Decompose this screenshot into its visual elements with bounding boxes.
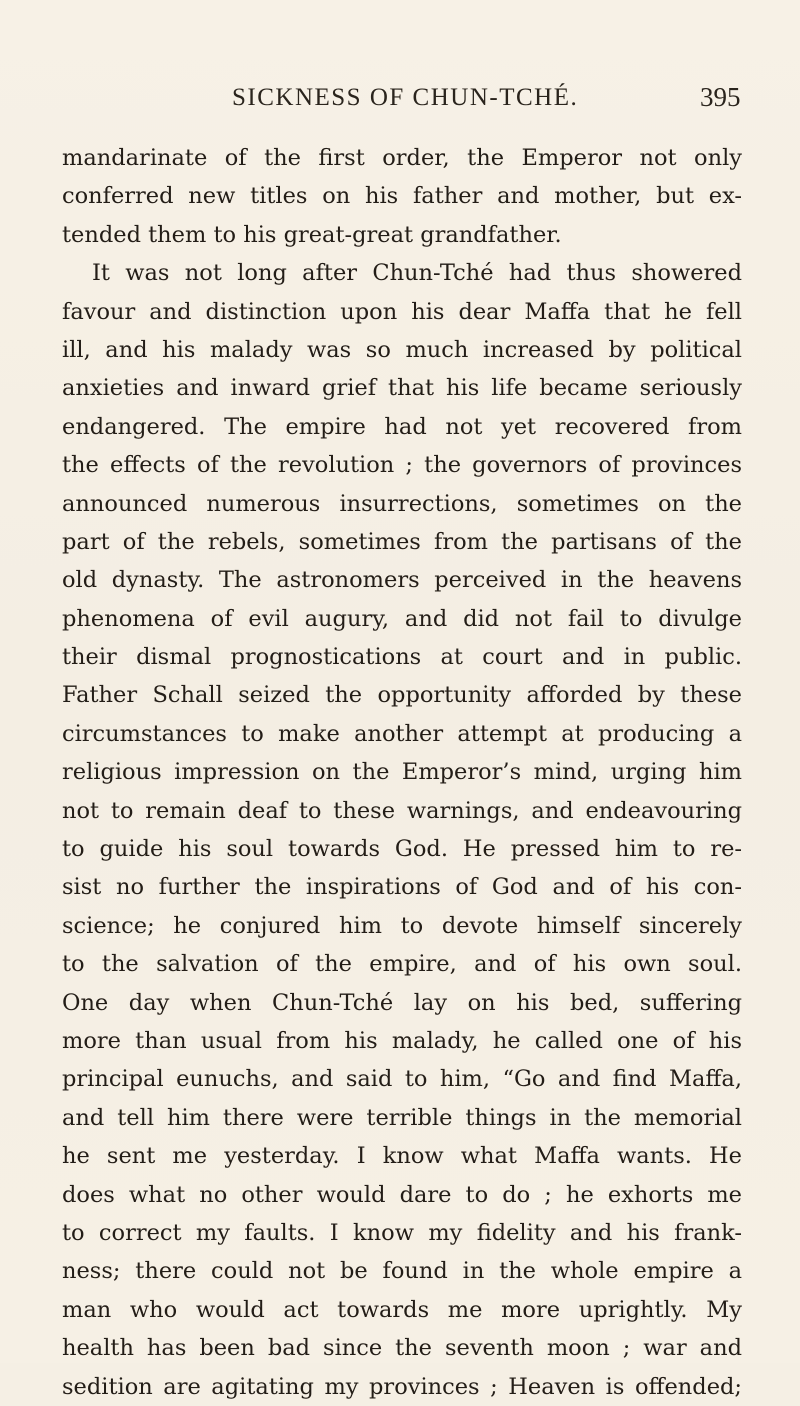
text-line: phenomena of evil augury, and did not fail to divulge — [62, 605, 742, 632]
text-line: ness; there could not be found in the whole empire a — [62, 1258, 742, 1285]
text-line: It was not long after Chun-Tché had thus showered — [92, 260, 742, 287]
text-line: science; he conjured him to devote himself sincerely — [62, 912, 742, 939]
text-line: religious impression on the Emperor’s mind, urging him — [62, 759, 742, 786]
running-head — [0, 84, 800, 124]
text-line: Father Schall seized the opportunity afforded by these — [62, 682, 742, 709]
text-line: to correct my faults. I know my fidelity and his frank- — [62, 1219, 742, 1246]
text-line: tended them to his great-great grandfather. — [62, 221, 562, 248]
body-text — [62, 139, 742, 1406]
text-line: favour and distinction upon his dear Maffa that he fell — [62, 298, 742, 325]
text-line: old dynasty. The astronomers perceived in the heavens — [62, 567, 742, 594]
text-line: endangered. The empire had not yet recovered from — [62, 413, 742, 440]
text-line: One day when Chun-Tché lay on his bed, suffering — [62, 989, 742, 1016]
text-line: announced numerous insurrections, sometimes on the — [62, 490, 742, 517]
text-line: part of the rebels, sometimes from the partisans of the — [62, 528, 742, 555]
page-number: 395 — [700, 82, 741, 112]
text-line: man who would act towards me more uprightly. My — [62, 1296, 742, 1323]
text-line: circumstances to make another attempt at producing a — [62, 720, 742, 747]
text-line: anxieties and inward grief that his life became seriously — [62, 375, 742, 402]
text-line: principal eunuchs, and said to him, “Go and find Maffa, — [62, 1066, 742, 1093]
text-line: sedition are agitating my provinces ; Heaven is offended; — [62, 1373, 742, 1400]
text-line: conferred new titles on his father and mother, but ex- — [62, 183, 742, 210]
text-line: their dismal prognostications at court and in public. — [62, 644, 742, 671]
text-line: and tell him there were terrible things in the memorial — [62, 1104, 742, 1131]
text-line: health has been bad since the seventh moon ; war and — [62, 1335, 742, 1362]
running-title: SICKNESS OF CHUN-TCHÉ. — [232, 84, 579, 111]
text-line: to guide his soul towards God. He pressed him to re- — [62, 836, 742, 863]
text-line: mandarinate of the first order, the Emperor not only — [62, 145, 742, 171]
text-line: does what no other would dare to do ; he exhorts me — [62, 1181, 742, 1208]
text-line: more than usual from his malady, he called one of his — [62, 1027, 742, 1054]
text-line: not to remain deaf to these warnings, and endeavouring — [62, 797, 742, 824]
text-line: the effects of the revolution ; the governors of provinces — [62, 452, 742, 479]
text-line: he sent me yesterday. I know what Maffa wants. He — [62, 1143, 742, 1170]
text-line: ill, and his malady was so much increased by political — [62, 336, 742, 363]
text-line: sist no further the inspirations of God and of his con- — [62, 874, 742, 901]
text-line: to the salvation of the empire, and of his own soul. — [62, 951, 742, 978]
